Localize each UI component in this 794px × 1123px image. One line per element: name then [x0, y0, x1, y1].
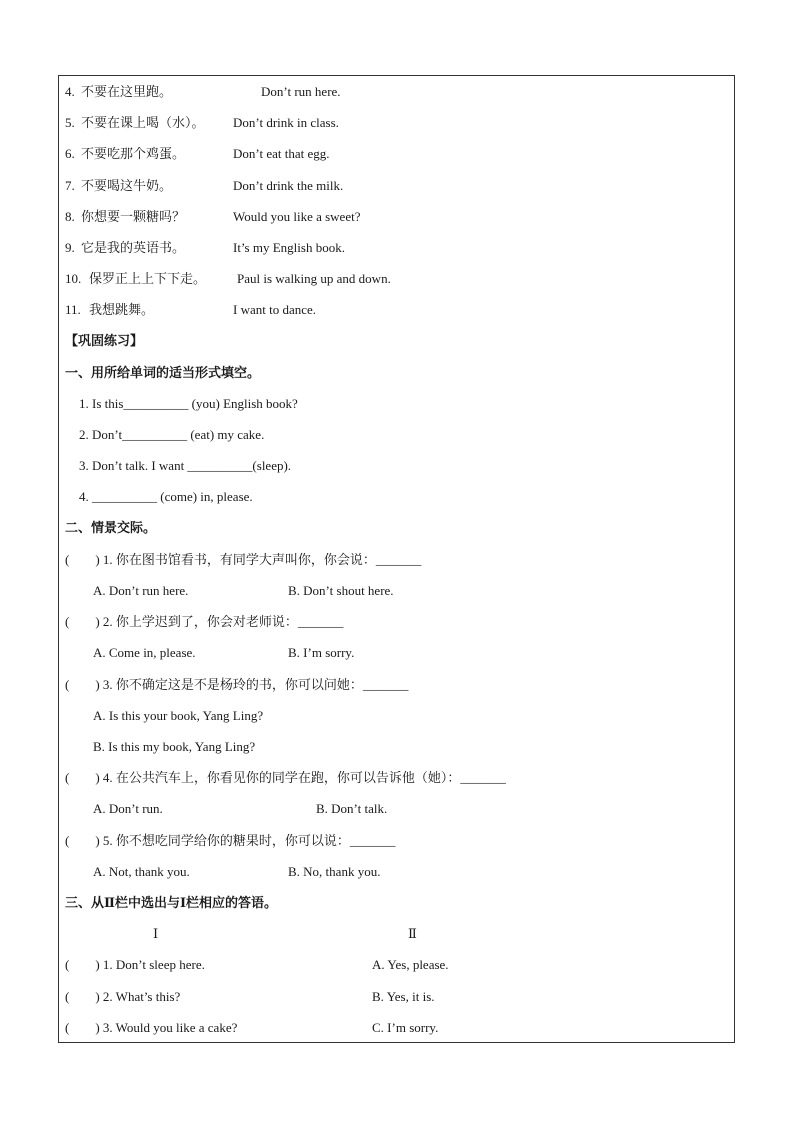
- sentence-english: Don’t eat that egg.: [233, 146, 330, 161]
- sentence-chinese: 我想跳舞。: [89, 302, 155, 317]
- sentence-number: 11.: [65, 302, 81, 317]
- option-b: B. Is this my book, Yang Ling?: [93, 739, 256, 754]
- sentence-number: 4.: [65, 84, 75, 99]
- option-a: A. Not, thank you.: [93, 864, 190, 879]
- column-two-header: Ⅱ: [408, 926, 417, 941]
- fill-blank-item: 3. Don’t talk. I want __________(sleep).: [79, 458, 292, 473]
- situation-question: ( ) 5. 你不想吃同学给你的糖果时，你可以说：_______: [65, 833, 396, 848]
- option-a: A. Is this your book, Yang Ling?: [93, 708, 264, 723]
- sentence-number: 7.: [65, 178, 75, 193]
- sentence-chinese: 不要吃那个鸡蛋。: [81, 146, 186, 161]
- situation-question: ( ) 1. 你在图书馆看书，有同学大声叫你，你会说：_______: [65, 552, 422, 567]
- sentence-number: 5.: [65, 115, 75, 130]
- situation-question: ( ) 3. 你不确定这是不是杨玲的书，你可以问她：_______: [65, 677, 409, 692]
- sentence-english: Don’t run here.: [261, 84, 341, 99]
- option-b: B. Don’t shout here.: [288, 583, 394, 598]
- sentence-english: Paul is walking up and down.: [237, 271, 391, 286]
- option-b: B. I’m sorry.: [288, 645, 355, 660]
- sentence-number: 9.: [65, 240, 75, 255]
- option-a: A. Come in, please.: [93, 645, 196, 660]
- match-answer: C. I’m sorry.: [372, 1020, 439, 1035]
- practice-heading: 【巩固练习】: [65, 333, 144, 348]
- fill-blank-item: 1. Is this__________ (you) English book?: [79, 396, 298, 411]
- sentence-english: Don’t drink in class.: [233, 115, 339, 130]
- match-prompt: ( ) 1. Don’t sleep here.: [65, 957, 205, 972]
- sentence-chinese: 保罗正上上下下走。: [89, 271, 207, 286]
- match-prompt: ( ) 3. Would you like a cake?: [65, 1020, 238, 1035]
- option-a: A. Don’t run.: [93, 801, 163, 816]
- sentence-chinese: 它是我的英语书。: [81, 240, 186, 255]
- option-a: A. Don’t run here.: [93, 583, 189, 598]
- sentence-chinese: 不要在课上喝（水）。: [81, 115, 205, 130]
- sentence-chinese: 不要在这里跑。: [81, 84, 173, 99]
- sentence-english: It’s my English book.: [233, 240, 345, 255]
- fill-blank-item: 2. Don’t__________ (eat) my cake.: [79, 427, 265, 442]
- situation-question: ( ) 4. 在公共汽车上，你看见你的同学在跑，你可以告诉他（她）：_______: [65, 770, 506, 785]
- section3-title: 三、从Ⅱ栏中选出与Ⅰ栏相应的答语。: [65, 895, 278, 910]
- sentence-english: Would you like a sweet?: [233, 209, 361, 224]
- sentence-number: 8.: [65, 209, 75, 224]
- column-one-header: Ⅰ: [153, 926, 159, 941]
- option-b: B. Don’t talk.: [316, 801, 388, 816]
- sentence-chinese: 你想要一颗糖吗？: [81, 209, 186, 224]
- sentence-number: 10.: [65, 271, 82, 286]
- match-answer: B. Yes, it is.: [372, 989, 435, 1004]
- fill-blank-item: 4. __________ (come) in, please.: [79, 489, 253, 504]
- sentence-english: I want to dance.: [233, 302, 317, 317]
- sentence-chinese: 不要喝这牛奶。: [81, 178, 173, 193]
- option-b: B. No, thank you.: [288, 864, 381, 879]
- sentence-english: Don’t drink the milk.: [233, 178, 344, 193]
- match-answer: A. Yes, please.: [372, 957, 449, 972]
- situation-question: ( ) 2. 你上学迟到了，你会对老师说：_______: [65, 614, 344, 629]
- section1-title: 一、用所给单词的适当形式填空。: [65, 365, 261, 380]
- section2-title: 二、情景交际。: [65, 520, 157, 535]
- sentence-number: 6.: [65, 146, 75, 161]
- match-prompt: ( ) 2. What’s this?: [65, 989, 181, 1004]
